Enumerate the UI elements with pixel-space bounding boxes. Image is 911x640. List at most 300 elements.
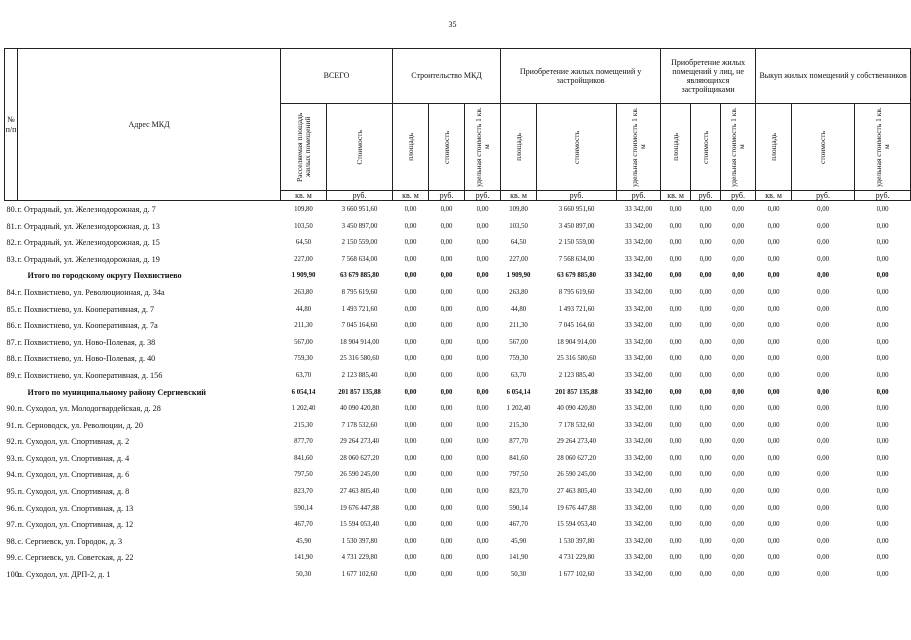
unit-cell: кв. м xyxy=(661,191,691,201)
row-value: 0,00 xyxy=(476,205,489,213)
row-value: 0,00 xyxy=(876,371,889,379)
unit-cell: руб. xyxy=(465,191,501,201)
row-value: 33 342,00 xyxy=(624,205,653,213)
row-value: 0,00 xyxy=(669,272,682,280)
row-address: п. Суходол, ул. Спортивная, д. 4 xyxy=(17,453,130,463)
row-value: 797,50 xyxy=(509,471,528,479)
row-value: 0,00 xyxy=(817,554,830,562)
row-value: 0,00 xyxy=(732,239,745,247)
row-value: 0,00 xyxy=(817,471,830,479)
row-value: 63 679 885,80 xyxy=(557,272,597,280)
sub-unit-cost: удельная стоимость 1 кв. м xyxy=(617,104,661,191)
table-total-row xyxy=(5,384,911,401)
row-value: 0,00 xyxy=(669,371,682,379)
row-value: 0,00 xyxy=(876,554,889,562)
row-value: 0,00 xyxy=(476,388,489,396)
row-value: 0,00 xyxy=(699,322,712,330)
row-value: 33 342,00 xyxy=(624,571,653,579)
row-value: 33 342,00 xyxy=(624,454,653,462)
row-value: 0,00 xyxy=(476,454,489,462)
row-value: 109,80 xyxy=(509,205,528,213)
row-value: 0,00 xyxy=(732,405,745,413)
row-value: 0,00 xyxy=(732,255,745,263)
row-value: 0,00 xyxy=(669,222,682,230)
row-value: 40 090 420,80 xyxy=(557,405,597,413)
row-value: 0,00 xyxy=(876,322,889,330)
row-address: г. Похвистнево, ул. Кооперативная, д. 7а xyxy=(17,321,158,331)
row-address: г. Отрадный, ул. Железнодорожная, д. 13 xyxy=(17,221,160,231)
row-index: 95. xyxy=(6,487,17,497)
row-value: 0,00 xyxy=(476,288,489,296)
row-value: 759,30 xyxy=(509,355,528,363)
unit-cell: кв. м xyxy=(756,191,792,201)
row-value: 27 463 805,40 xyxy=(339,488,380,496)
row-value: 33 342,00 xyxy=(624,338,653,346)
row-value: 0,00 xyxy=(440,438,453,446)
row-index: 86. xyxy=(6,321,17,331)
row-value: 33 342,00 xyxy=(624,488,653,496)
row-value: 0,00 xyxy=(440,421,453,429)
header-address xyxy=(18,49,281,201)
row-value: 0,00 xyxy=(404,205,417,213)
row-value: 7 178 532,60 xyxy=(341,421,378,429)
row-value: 25 316 580,60 xyxy=(339,355,380,363)
group-nondeveloper-purchase: Приобретение жилых помещений у лиц, не являющихся застройщиками xyxy=(661,49,756,104)
sub-cost-lower: стоимость xyxy=(691,104,721,191)
row-value: 263,80 xyxy=(509,288,528,296)
row-value: 0,00 xyxy=(440,388,453,396)
row-value: 0,00 xyxy=(669,571,682,579)
row-value: 0,00 xyxy=(767,305,780,313)
row-value: 0,00 xyxy=(767,288,780,296)
row-value: 0,00 xyxy=(669,521,682,529)
sub-area: площадь xyxy=(393,104,429,191)
table-row xyxy=(5,500,911,517)
row-value: 18 904 914,00 xyxy=(339,338,380,346)
row-address: п. Суходол, ул. Спортивная, д. 13 xyxy=(17,503,134,513)
row-value: 8 795 619,60 xyxy=(558,288,595,296)
group-developer-purchase: Приобретение жилых помещений у застройщиков xyxy=(501,49,661,104)
row-address: п. Суходол, ул. ДРП-2, д. 1 xyxy=(17,570,111,580)
row-value: 0,00 xyxy=(404,338,417,346)
sub-area: площадь xyxy=(661,104,691,191)
row-value: 0,00 xyxy=(876,504,889,512)
row-value: 6 054,14 xyxy=(291,388,316,396)
row-value: 0,00 xyxy=(767,471,780,479)
row-value: 33 342,00 xyxy=(624,521,653,529)
row-value: 841,60 xyxy=(509,454,528,462)
row-value: 0,00 xyxy=(404,504,417,512)
row-value: 109,80 xyxy=(294,205,313,213)
row-value: 0,00 xyxy=(876,239,889,247)
row-value: 0,00 xyxy=(817,388,830,396)
row-value: 33 342,00 xyxy=(624,537,653,545)
row-value: 0,00 xyxy=(440,205,453,213)
row-value: 227,00 xyxy=(294,255,313,263)
row-value: 0,00 xyxy=(699,388,712,396)
row-index: 89. xyxy=(6,370,17,380)
row-value: 33 342,00 xyxy=(624,239,653,247)
table-row xyxy=(5,367,911,384)
row-address: г. Похвистнево, ул. Революционная, д. 34а xyxy=(17,287,165,297)
row-value: 0,00 xyxy=(817,288,830,296)
row-value: 0,00 xyxy=(699,272,712,280)
row-value: 211,30 xyxy=(294,322,313,330)
row-address: г. Похвистнево, ул. Кооперативная, д. 7 xyxy=(17,304,155,314)
row-value: 40 090 420,80 xyxy=(339,405,380,413)
row-value: 33 342,00 xyxy=(624,421,653,429)
row-address: г. Отрадный, ул. Железнодорожная, д. 7 xyxy=(17,204,156,214)
sub-cost: Стоимость xyxy=(327,104,393,191)
row-value: 50,30 xyxy=(295,571,312,579)
row-value: 0,00 xyxy=(476,488,489,496)
row-value: 0,00 xyxy=(876,205,889,213)
row-address: п. Суходол, ул. Молодогвардейская, д. 28 xyxy=(17,404,161,414)
row-value: 29 264 273,40 xyxy=(557,438,597,446)
table-total-row xyxy=(5,268,911,285)
row-value: 63 679 885,80 xyxy=(339,272,380,280)
row-value: 467,70 xyxy=(294,521,313,529)
row-value: 0,00 xyxy=(699,537,712,545)
table-row xyxy=(5,434,911,451)
row-value: 0,00 xyxy=(876,421,889,429)
row-address: с. Сергиевск, ул. Городок, д. 3 xyxy=(17,536,123,546)
table-row xyxy=(5,334,911,351)
row-value: 0,00 xyxy=(732,288,745,296)
row-value: 0,00 xyxy=(669,405,682,413)
row-value: 0,00 xyxy=(476,355,489,363)
row-value: 64,50 xyxy=(510,239,527,247)
row-value: 33 342,00 xyxy=(624,355,653,363)
row-value: 0,00 xyxy=(476,255,489,263)
row-index: 84. xyxy=(6,287,17,297)
row-value: 0,00 xyxy=(876,288,889,296)
row-value: 0,00 xyxy=(699,488,712,496)
table-row xyxy=(5,201,911,218)
sub-cost-lower: стоимость xyxy=(429,104,465,191)
row-value: 0,00 xyxy=(699,205,712,213)
row-value: 0,00 xyxy=(404,255,417,263)
row-value: 0,00 xyxy=(767,571,780,579)
table-row xyxy=(5,483,911,500)
row-value: 63,70 xyxy=(295,371,312,379)
row-value: 0,00 xyxy=(404,537,417,545)
row-value: 0,00 xyxy=(767,421,780,429)
row-value: 19 676 447,88 xyxy=(557,504,597,512)
row-value: 0,00 xyxy=(669,205,682,213)
row-value: 0,00 xyxy=(404,438,417,446)
row-value: 25 316 580,60 xyxy=(557,355,597,363)
row-value: 0,00 xyxy=(404,305,417,313)
row-value: 0,00 xyxy=(732,338,745,346)
row-value: 50,30 xyxy=(510,571,527,579)
row-value: 33 342,00 xyxy=(624,504,653,512)
row-value: 0,00 xyxy=(440,288,453,296)
row-value: 1 530 397,80 xyxy=(558,537,595,545)
row-value: 0,00 xyxy=(767,454,780,462)
row-value: 0,00 xyxy=(699,255,712,263)
row-value: 0,00 xyxy=(876,471,889,479)
row-value: 590,14 xyxy=(509,504,528,512)
unit-cell: кв. м xyxy=(393,191,429,201)
table-row xyxy=(5,284,911,301)
row-value: 0,00 xyxy=(476,239,489,247)
row-value: 1 493 721,60 xyxy=(341,305,378,313)
table-row xyxy=(5,533,911,550)
row-value: 0,00 xyxy=(817,255,830,263)
row-value: 0,00 xyxy=(732,537,745,545)
row-value: 0,00 xyxy=(404,272,417,280)
row-address: г. Отрадный, ул. Железнодорожная, д. 15 xyxy=(17,238,160,248)
row-value: 33 342,00 xyxy=(624,222,653,230)
row-value: 0,00 xyxy=(699,521,712,529)
row-value: 0,00 xyxy=(669,438,682,446)
row-value: 0,00 xyxy=(404,521,417,529)
row-address: п. Суходол, ул. Спортивная, д. 12 xyxy=(17,520,134,530)
row-value: 0,00 xyxy=(440,255,453,263)
row-value: 0,00 xyxy=(699,421,712,429)
row-value: 0,00 xyxy=(817,454,830,462)
row-value: 0,00 xyxy=(876,571,889,579)
row-value: 2 150 559,00 xyxy=(558,239,595,247)
row-value: 0,00 xyxy=(767,521,780,529)
row-value: 0,00 xyxy=(732,205,745,213)
row-value: 0,00 xyxy=(732,222,745,230)
row-value: 0,00 xyxy=(876,438,889,446)
table-row xyxy=(5,351,911,368)
row-value: 0,00 xyxy=(699,288,712,296)
row-index: 91. xyxy=(6,420,17,430)
row-value: 2 123 885,40 xyxy=(558,371,595,379)
row-value: 0,00 xyxy=(669,488,682,496)
row-value: 2 150 559,00 xyxy=(341,239,378,247)
row-value: 0,00 xyxy=(699,371,712,379)
row-value: 0,00 xyxy=(732,554,745,562)
row-value: 0,00 xyxy=(732,272,745,280)
row-value: 0,00 xyxy=(476,554,489,562)
row-value: 0,00 xyxy=(876,537,889,545)
row-value: 29 264 273,40 xyxy=(339,438,380,446)
row-address: с. Сергиевск, ул. Советская, д. 22 xyxy=(17,553,134,563)
sub-area: площадь xyxy=(501,104,537,191)
row-value: 0,00 xyxy=(767,488,780,496)
row-index: 96. xyxy=(6,503,17,513)
row-value: 0,00 xyxy=(767,338,780,346)
row-value: 7 045 164,60 xyxy=(558,322,595,330)
row-value: 0,00 xyxy=(817,405,830,413)
row-value: 3 450 897,00 xyxy=(558,222,595,230)
row-value: 0,00 xyxy=(440,305,453,313)
table-row xyxy=(5,400,911,417)
row-value: 1 909,90 xyxy=(291,272,316,280)
row-value: 0,00 xyxy=(476,537,489,545)
row-value: 7 568 634,00 xyxy=(341,255,378,263)
row-value: 0,00 xyxy=(476,521,489,529)
row-value: 3 660 951,60 xyxy=(558,205,595,213)
row-value: 590,14 xyxy=(294,504,313,512)
row-index: 85. xyxy=(6,304,17,314)
row-value: 33 342,00 xyxy=(624,272,653,280)
row-value: 0,00 xyxy=(732,421,745,429)
row-value: 0,00 xyxy=(669,305,682,313)
row-value: 0,00 xyxy=(476,272,489,280)
row-value: 215,30 xyxy=(294,421,313,429)
row-value: 44,80 xyxy=(295,305,312,313)
row-index: 80. xyxy=(6,204,17,214)
row-value: 0,00 xyxy=(699,471,712,479)
row-value: 0,00 xyxy=(476,421,489,429)
group-construction: Строительство МКД xyxy=(393,49,501,104)
row-value: 0,00 xyxy=(440,222,453,230)
row-value: 3 660 951,60 xyxy=(341,205,378,213)
row-value: 33 342,00 xyxy=(624,405,653,413)
row-value: 0,00 xyxy=(440,454,453,462)
row-address: г. Отрадный, ул. Железнодорожная, д. 19 xyxy=(17,254,160,264)
row-value: 0,00 xyxy=(669,388,682,396)
header-address-label: Адрес МКД xyxy=(128,120,170,129)
unit-cell: руб. xyxy=(721,191,756,201)
row-value: 4 731 229,80 xyxy=(341,554,378,562)
row-value: 0,00 xyxy=(476,571,489,579)
row-value: 0,00 xyxy=(476,371,489,379)
sub-cost-lower: стоимость xyxy=(537,104,617,191)
row-value: 0,00 xyxy=(767,272,780,280)
sub-area: площадь xyxy=(756,104,792,191)
row-value: 0,00 xyxy=(817,205,830,213)
row-value: 28 060 627,20 xyxy=(339,454,380,462)
row-value: 103,50 xyxy=(509,222,528,230)
unit-cell: кв. м xyxy=(281,191,327,201)
row-index: 87. xyxy=(6,337,17,347)
sub-unit-cost: удельная стоимость 1 кв. м xyxy=(855,104,911,191)
row-index: 90. xyxy=(6,404,17,414)
row-value: 1 677 102,60 xyxy=(558,571,595,579)
row-value: 0,00 xyxy=(669,554,682,562)
row-address: п. Суходол, ул. Спортивная, д. 6 xyxy=(17,470,130,480)
row-value: 841,60 xyxy=(294,454,313,462)
unit-cell: руб. xyxy=(327,191,393,201)
row-index: 83. xyxy=(6,254,17,264)
row-index: 99. xyxy=(6,553,17,563)
row-value: 0,00 xyxy=(767,255,780,263)
row-value: 0,00 xyxy=(440,521,453,529)
row-value: 0,00 xyxy=(732,388,745,396)
row-value: 0,00 xyxy=(767,355,780,363)
row-value: 0,00 xyxy=(767,388,780,396)
row-value: 1 202,40 xyxy=(291,405,316,413)
row-value: 0,00 xyxy=(699,571,712,579)
row-value: 0,00 xyxy=(767,371,780,379)
row-value: 0,00 xyxy=(732,454,745,462)
row-address: п. Суходол, ул. Спортивная, д. 8 xyxy=(17,487,130,497)
sub-unit-cost: удельная стоимость 1 кв. м xyxy=(721,104,756,191)
row-value: 4 731 229,80 xyxy=(558,554,595,562)
row-value: 0,00 xyxy=(404,571,417,579)
table-row xyxy=(5,516,911,533)
row-value: 0,00 xyxy=(876,521,889,529)
row-value: 0,00 xyxy=(404,554,417,562)
row-value: 0,00 xyxy=(699,438,712,446)
row-value: 33 342,00 xyxy=(624,438,653,446)
row-value: 0,00 xyxy=(699,222,712,230)
row-value: 0,00 xyxy=(732,521,745,529)
row-value: 33 342,00 xyxy=(624,471,653,479)
row-value: 0,00 xyxy=(440,504,453,512)
row-address: г. Похвистнево, ул. Ново-Полевая, д. 38 xyxy=(17,337,156,347)
row-value: 0,00 xyxy=(817,355,830,363)
row-value: 7 568 634,00 xyxy=(558,255,595,263)
table-row xyxy=(5,234,911,251)
row-value: 1 530 397,80 xyxy=(341,537,378,545)
row-value: 0,00 xyxy=(669,504,682,512)
row-value: 0,00 xyxy=(817,438,830,446)
row-value: 7 045 164,60 xyxy=(341,322,378,330)
row-value: 141,90 xyxy=(509,554,528,562)
page-number: 35 xyxy=(448,20,457,29)
row-value: 0,00 xyxy=(669,322,682,330)
row-index: 81. xyxy=(6,221,17,231)
row-value: 0,00 xyxy=(669,471,682,479)
row-value: 0,00 xyxy=(699,355,712,363)
row-index: 100. xyxy=(6,570,21,580)
row-value: 27 463 805,40 xyxy=(557,488,597,496)
row-value: 0,00 xyxy=(440,338,453,346)
row-value: 15 594 053,40 xyxy=(557,521,597,529)
row-value: 0,00 xyxy=(876,405,889,413)
row-value: 263,80 xyxy=(294,288,313,296)
row-value: 0,00 xyxy=(404,454,417,462)
row-value: 63,70 xyxy=(510,371,527,379)
row-value: 0,00 xyxy=(440,571,453,579)
row-value: 0,00 xyxy=(732,322,745,330)
row-value: 0,00 xyxy=(767,438,780,446)
row-value: 211,30 xyxy=(509,322,528,330)
row-value: 33 342,00 xyxy=(624,388,653,396)
row-index: 92. xyxy=(6,437,17,447)
row-value: 8 795 619,60 xyxy=(341,288,378,296)
table-row xyxy=(5,566,911,583)
row-value: 6 054,14 xyxy=(506,388,531,396)
row-value: 2 123 885,40 xyxy=(341,371,378,379)
row-value: 0,00 xyxy=(476,504,489,512)
unit-cell: кв. м xyxy=(501,191,537,201)
row-value: 0,00 xyxy=(440,471,453,479)
row-value: 201 857 135,88 xyxy=(555,388,598,396)
row-value: 45,90 xyxy=(295,537,312,545)
row-index: 97. xyxy=(6,520,17,530)
row-value: 0,00 xyxy=(767,504,780,512)
row-value: 0,00 xyxy=(817,222,830,230)
row-value: 567,00 xyxy=(294,338,313,346)
row-value: 0,00 xyxy=(440,405,453,413)
row-value: 19 676 447,88 xyxy=(339,504,380,512)
row-value: 0,00 xyxy=(476,405,489,413)
row-value: 64,50 xyxy=(295,239,312,247)
sub-unit-cost: удельная стоимость 1 кв. м xyxy=(465,104,501,191)
row-value: 0,00 xyxy=(404,388,417,396)
row-value: 28 060 627,20 xyxy=(557,454,597,462)
row-value: 0,00 xyxy=(440,488,453,496)
row-value: 227,00 xyxy=(509,255,528,263)
row-value: 1 202,40 xyxy=(506,405,531,413)
row-value: 877,70 xyxy=(509,438,528,446)
row-value: 33 342,00 xyxy=(624,305,653,313)
row-value: 0,00 xyxy=(767,222,780,230)
row-value: 823,70 xyxy=(294,488,313,496)
row-value: 0,00 xyxy=(669,454,682,462)
row-value: 26 590 245,00 xyxy=(339,471,380,479)
row-value: 33 342,00 xyxy=(624,288,653,296)
